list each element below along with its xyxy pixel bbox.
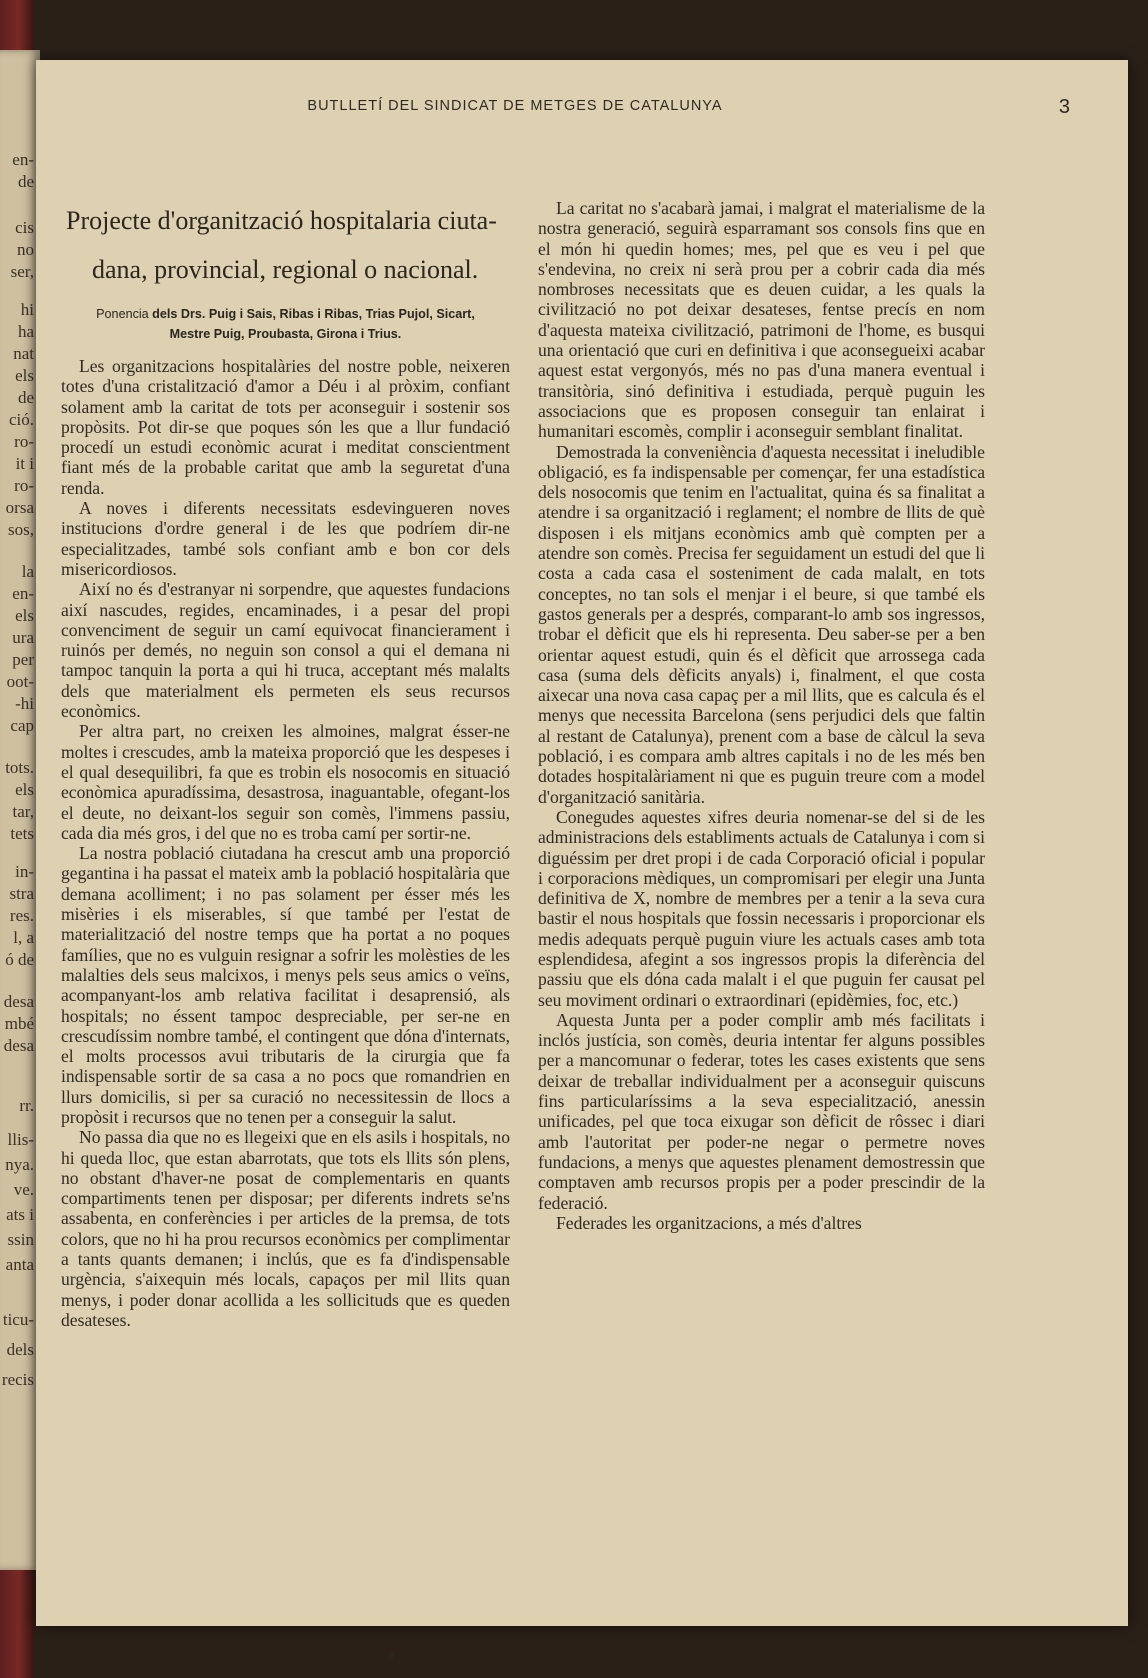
facing-page-fragment: els	[15, 780, 34, 799]
facing-page-fragment: ats i	[6, 1205, 34, 1224]
facing-page-fragment: ro-	[14, 476, 34, 495]
facing-page-fragment: ro-	[14, 432, 34, 451]
authors-line-2: Mestre Puig, Proubasta, Girona i Trius.	[169, 327, 402, 341]
facing-page-fragment: dels	[6, 1340, 34, 1359]
facing-page-fragment: -hi	[15, 694, 34, 713]
paragraph: La caritat no s'acabarà jamai, i malgrat el materialisme de la nostra generació, seguirà esparramant sos consols fins que en el món hi quedin homes; mes, pel que es veu i pel que s'endevina, no creix ni serà prou per a cobrir cada dia més nombroses necessitats que es deuen cuidar, a les quals la civilització no pot deixar desateses, fentse precís en nom d'aquesta mateixa civilització, patrimoni de l'home, es busqui una orientació que curi en definitiva i que aconsegueixi acabar aquest estat vergonyós, més no pas d'una manera eventual i transitòria, sinó definitiva i estudiada, perquè puguin les associacions que es proposen conseguir tan enlairat i humanitari escomès, complir i aconseguir semblant finalitat.	[538, 198, 985, 442]
facing-page-fragment: ve.	[13, 1180, 34, 1199]
article-title	[61, 196, 510, 294]
facing-page-fragment: sos,	[8, 520, 34, 539]
facing-page-fragment: it i	[15, 454, 34, 473]
paragraph: Demostrada la conveniència d'aquesta necessitat i ineludible obligació, es fa indispensable per començar, fer una estadística dels nosocomis que tenim en l'actualitat, quina és sa finalitat a atendre i sa organització i reglament; el nombre de llits de què disposen i els mitjans econòmics amb què compten per a atendre son comès. Precisa fer seguidament un estudi del que li costa a cada casa el sosteniment de cada malalt, en tots conceptes, no tan sols el menjar i el beure, si que també els gastos generals per a després, comparant-lo amb sos ingressos, trobar el dèficit que els hi representa. Deu saber-se per a ben orientar aquest estudi, quin és el dèficit que arrossega cada casa (suma dels dèficits anyals) i, finalment, el que costa aixecar una nova casa capaç per a mil llits, que es calcula és el menys que necessita Barcelona (sens perjudici dels que faltin al restant de Catalunya), prenent com a base de càlcul la seva població, i es compara amb altres capitals i no de les més ben dotades hospitalàriament ni que es puguin treure com a model d'organització sanitària.	[538, 441, 985, 807]
paragraph: Aquesta Junta per a poder complir amb més facilitats i inclós justícia, son comès, deuria intentar fer alguns possibles per a mancomunar o federar, totes les cases existents que sens deixar de treballar individualment per a aconseguir quiscuns fins particularíssims a la seva especialització, anessin unificades, pel que toca eixugar son dèficit de rôssec i diari amb l'autoritat per poder-ne negar o permetre noves fundacions, a menys que aquestes plenament demostressin que comptaven amb recursos propis per a poder prescindir de la federació.	[538, 1009, 985, 1213]
facing-page-fragment: hi	[20, 300, 34, 319]
facing-page-fragment: tar,	[12, 802, 34, 821]
authors-line-1: dels Drs. Puig i Sais, Ribas i Ribas, Trias Pujol, Sicart,	[152, 307, 475, 321]
paragraph: A noves i diferents necessitats esdevingueren noves institucions d'ordre general i de les que podríem dir-ne especialitzades, també sols confiant amb e bon cor dels misericordiosos.	[61, 498, 510, 579]
facing-page-edge	[0, 50, 40, 1570]
facing-page-fragment: cis	[15, 218, 34, 237]
facing-page-fragment: anta	[5, 1255, 34, 1274]
facing-page-fragment: rr.	[19, 1096, 34, 1115]
facing-page-fragment: ó de	[5, 950, 34, 969]
paragraph: Les organitzacions hospitalàries del nostre poble, neixeren totes d'una cristalització d'amor a Déu i al pròxim, confiant solament amb la caritat de tots per aconseguir i sostenir sos propòsits. Pot dir-se que poques són les que a llur fundació procedí un estudi econòmic acurat i meditat conscientment fiant més de la probable caritat que amb la seguretat d'una renda.	[61, 356, 510, 498]
facing-page-fragment: oot-	[6, 672, 34, 691]
page-speck	[389, 1652, 394, 1658]
facing-page-fragment: per	[12, 650, 34, 669]
facing-page-fragment: tets	[10, 824, 34, 843]
facing-page-fragment: llis-	[7, 1130, 34, 1149]
facing-page-fragment: l, a	[13, 928, 34, 947]
ponencia-label: Ponencia	[96, 307, 149, 321]
paragraph: Federades les organitzacions, a més d'altres	[556, 1212, 862, 1233]
facing-page-fragment: en-	[12, 584, 34, 603]
facing-page-fragment: cap	[10, 716, 34, 735]
facing-page-fragment: els	[15, 606, 34, 625]
running-header: BUTLLETÍ DEL SINDICAT DE METGES DE CATALUNYA	[307, 98, 723, 114]
facing-page-fragment: ser,	[10, 262, 34, 281]
facing-page-fragment: ssin	[7, 1230, 34, 1249]
article-authors	[61, 304, 510, 344]
paragraph: Així no és d'estranyar ni sorpendre, que aquestes fundacions així nascudes, regides, encaminades, i a pesar del propi convenciment de seguir un camí equivocat financierament i ruinós per demés, no neguin son consol a qui el demana ni tampoc tanquin la porta a qui hi truca, acceptant més malalts dels que materialment els permeten els seus recursos econòmics.	[61, 579, 510, 722]
paragraph: No passa dia que no es llegeixi que en els asils i hospitals, no hi queda lloc, que estan abarrotats, que tots els llits són plens, no obstant d'haver-ne posat de complementaris en quants compartiments tenen per disposar; per diferents indrets se'ns assabenta, en conferències i per articles de la premsa, de tots colors, que no hi ha prou recursos econòmics per complimentar a tants quants demanen; i inclús, que es fa d'indispensable urgència, s'aixequin més locals, capaços per mil llits quan menys, i poder donar acollida a les sollicituds que es queden desateses.	[61, 1127, 510, 1330]
facing-page-fragment: desa	[3, 992, 34, 1011]
facing-page-fragment: in-	[15, 862, 34, 881]
facing-page-fragment: orsa	[5, 498, 34, 517]
facing-page-fragment: nya.	[5, 1155, 34, 1174]
facing-page-fragment: ura	[12, 628, 34, 647]
facing-page-fragment: nat	[13, 344, 34, 363]
article-title-line-1: Projecte d'organització hospitalaria ciuta-	[66, 206, 497, 235]
facing-page-fragment: ha	[17, 322, 34, 341]
facing-page-fragment: ció.	[8, 410, 34, 429]
left-column	[61, 196, 510, 1330]
facing-page-fragment: mbé	[4, 1014, 34, 1033]
facing-page-fragment: no	[17, 240, 34, 259]
paragraph: Conegudes aquestes xifres deuria nomenar-se del si de les administracions dels establiments actuals de Catalunya i com si diguéssim per dret propi i de cada Corporació oficial i popular i corporacions mèdiques, un compromisari per elegir una Junta definitiva de X, nombre de membres per a tenir a la seva cura bastir el nous hospitals que fossin necessaris i proporcionar els medis adequats perquè puguin viure les actuals cases amb tota esplendidesa, afegint a sos ingressos propis la diferència del passiu que els dóna cada malalt i el que puguin fer causat pel seu moviment ordinari o extraordinari (epidèmies, foc, etc.)	[538, 806, 985, 1010]
facing-page-fragment: en-	[12, 150, 34, 169]
page-number: 3	[1058, 96, 1070, 118]
facing-page-fragment: desa	[3, 1036, 34, 1055]
facing-page-fragment: de	[17, 172, 34, 191]
right-column	[538, 198, 985, 1233]
paragraph: La nostra població ciutadana ha crescut amb una proporció gegantina i ha passat el mateix amb la població hospitalària que demana acolliment; i no pas solament per ésser més les misèries i els miserables, sí que també per l'estat de materialització del nostre temps que ha portat a no poques famílies, que no es vulguin resignar a sofrir les molèsties de les malalties dels seus malcixos, i menys pels seus amics o veïns, acompanyant-los amb relativa facilitat i desaprensió, als hospitals; no éssent tampoc despreciable, per ser-ne en crescudíssim nombre també, el contingent que dóna d'internats, el molts processos avui tributaris de la cirurgia que fa indispensable sortir de sa casa a no pocs que romandrien en llurs domicilis, si per sa curació no necessitessin de llocs a propòsit i recursos que no tenen per a conseguir la salut.	[61, 843, 510, 1127]
facing-page-fragment: la	[21, 562, 34, 581]
facing-page-fragment: els	[15, 366, 34, 385]
facing-page-fragment: res.	[9, 906, 34, 925]
facing-page-fragment: recis	[1, 1370, 34, 1389]
facing-page-fragment: stra	[9, 884, 34, 903]
facing-page-fragment: de	[17, 388, 34, 407]
facing-page-fragment: tots.	[5, 758, 34, 777]
paragraph: Per altra part, no creixen les almoines, malgrat ésser-ne moltes i crescudes, amb la mateixa proporció que les despeses i el qual desequilibri, fa que es trobin els nosocomis en situació econòmica apuradíssima, desastrosa, inaguantable, ofegant-los el deute, no deixant-los seguir son comès, l'immens passiu, cada dia més gros, i del que no es troba camí per sortir-ne.	[61, 721, 510, 843]
facing-page-fragment: ticu-	[2, 1310, 34, 1329]
article-title-line-2: dana, provincial, regional o nacional.	[92, 255, 479, 284]
